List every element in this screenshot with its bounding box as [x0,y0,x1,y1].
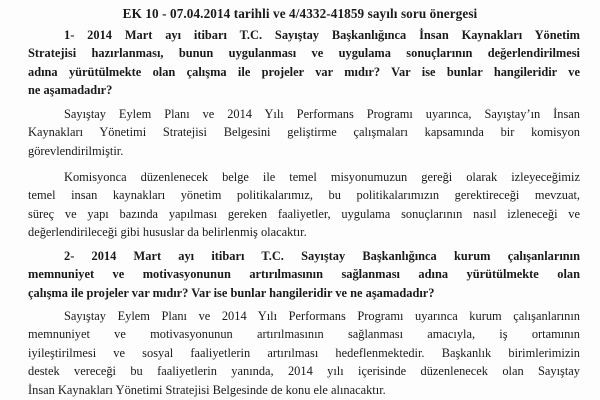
answer-1-line: temel insan kaynakları yönetim politikalarımız, bu politikalarımızın gerektireceği mevzuat, [28,188,580,203]
question-2-line: 2- 2014 Mart ayı itibarı T.C. Sayıştay Başkanlığınca kurum çalışanlarının [64,249,580,263]
question-1 [28,26,580,100]
question-2 [28,247,580,302]
answer-1-line: değerlendirileceği gibi hususlar da belirlenmiş olacaktır. [28,225,307,240]
answer-2 [28,307,580,399]
document-header: EK 10 - 07.04.2014 tarihli ve 4/4332-41859 sayılı soru önergesi [122,6,478,21]
question-1-line: 1- 2014 Mart ayı itibarı T.C. Sayıştay Başkanlığınca İnsan Kaynakları Yönetim [64,28,580,42]
answer-1-line: Kaynakları Yönetimi Stratejisi Belgesini geliştirme çalışmaları kapsamında bir komisyon [28,125,580,140]
question-1-line: Stratejisi hazırlanması, bunun uygulanması ve uygulama sonuçlarının değerlendirilmesi [28,46,580,61]
answer-1-line: süreç ve yapı bazında yapılması gereken faaliyetler, uygulama sonuçlarının nasıl izleneceği ve [28,206,580,221]
answer-2-line: destek vereceği bu faaliyetlerin yanında, 2014 yılı içerisinde düzenlenecek olan Sayıştay [28,364,580,379]
question-1-line: adına yürütülmekte olan çalışma ile projeler var mıdır? Var ise bunlar hangileridir ve [28,64,580,79]
answer-2-line: İnsan Kaynakları Yönetimi Stratejisi Belgesinde de konu ele alınacaktır. [28,382,386,397]
answer-2-line: iyileştirilmesi ve sosyal faaliyetlerin artırılması hedeflenmektedir. Başkanlık birimlerimizin [28,345,580,360]
answer-1-paragraph-2 [28,168,580,242]
question-2-line: memnuniyet ve motivasyonunun artırılmasının sağlanması adına yürütülmekte olan [28,267,580,282]
answer-1-line: Komisyonca düzenlenecek belge ile temel misyonumuzun gereği olarak izleyeceğimiz [64,170,580,184]
answer-1-line: görevlendirilmiştir. [28,143,124,158]
answer-1-line: Sayıştay Eylem Planı ve 2014 Yılı Performans Programı uyarınca, Sayıştay’ın İnsan [64,107,580,121]
question-2-line: çalışma ile projeler var mıdır? Var ise bunlar hangileridir ve ne aşamadadır? [28,285,435,300]
answer-1-paragraph-1 [28,105,580,160]
question-1-line: ne aşamadadır? [28,83,113,98]
answer-2-line: memnuniyet ve motivasyonunun artırılmasının sağlanması amacıyla, iş ortamının [28,327,580,342]
answer-2-line: Sayıştay Eylem Planı ve 2014 Yılı Performans Programı uyarınca kurum çalışanlarının [64,309,580,323]
